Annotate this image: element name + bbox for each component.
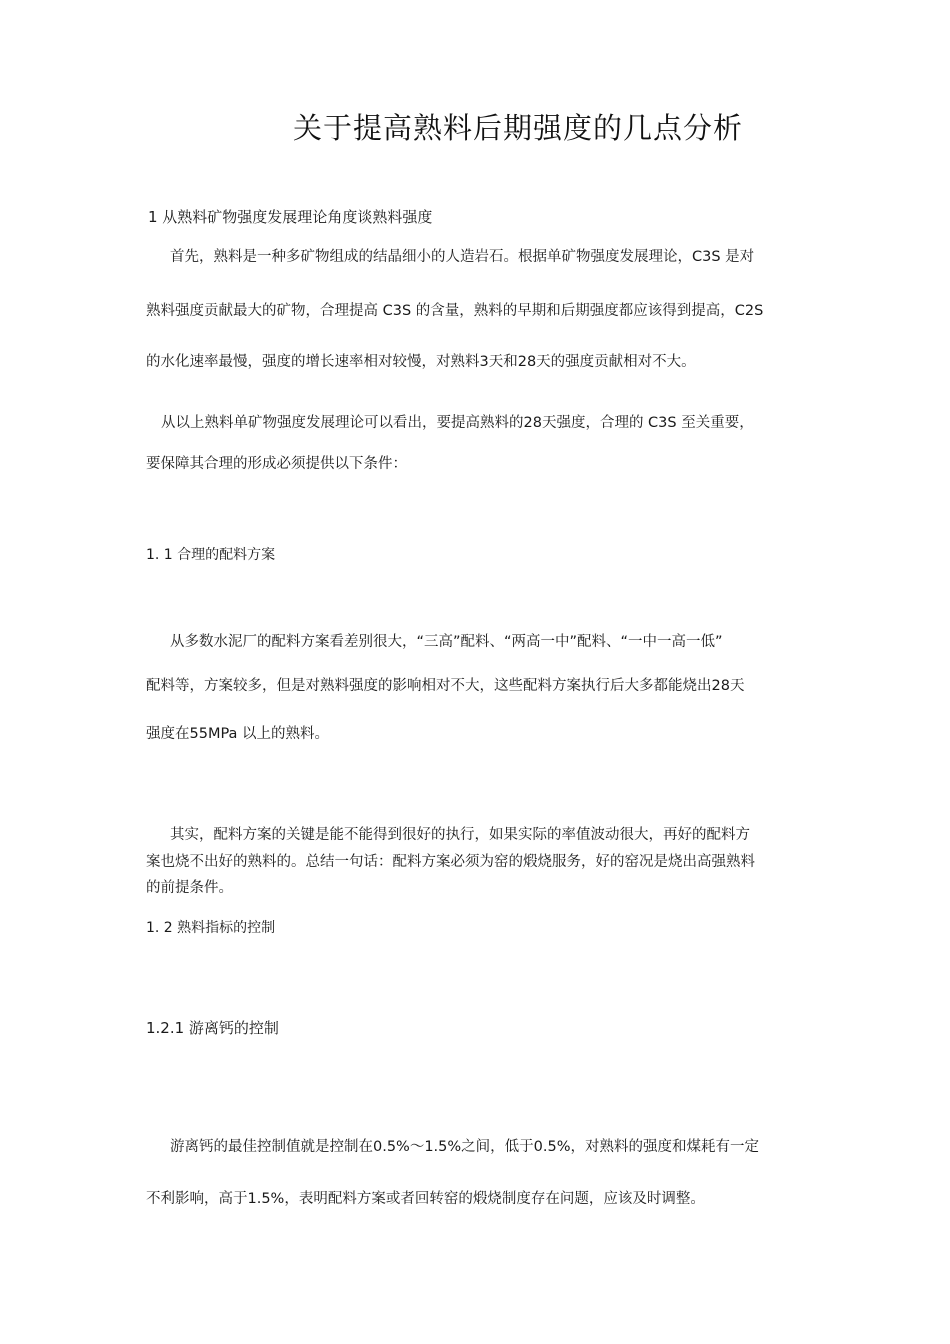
document-title: 关于提高熟料后期强度的几点分析: [292, 111, 743, 145]
section-1-1-para-2-line-3: 的前提条件。: [146, 880, 233, 896]
section-1-para-2-line-1: 从以上熟料单矿物强度发展理论可以看出，要提高熟料的28天强度，合理的 C3S 至关重要，: [161, 415, 754, 431]
section-1-1-para-2-line-1: 其实，配料方案的关键是能不能得到很好的执行，如果实际的率值波动很大，再好的配料方: [170, 827, 750, 843]
section-1-para-2-line-2: 要保障其合理的形成必须提供以下条件：: [146, 456, 407, 472]
section-1-para-1-line-3: 的水化速率最慢，强度的增长速率相对较慢，对熟料3天和28天的强度贡献相对不大。: [146, 354, 696, 370]
section-1-1-para-1-line-2: 配料等，方案较多，但是对熟料强度的影响相对不大，这些配料方案执行后大多都能烧出28天: [146, 678, 745, 694]
section-1-2-1-heading: 1.2.1 游离钙的控制: [146, 1019, 279, 1037]
section-1-1-para-1-line-3: 强度在55MPa 以上的熟料。: [146, 726, 330, 742]
section-1-1-para-1-line-1: 从多数水泥厂的配料方案看差别很大，“三高”配料、“两高一中”配料、“一中一高一低”: [170, 634, 723, 650]
section-1-2-heading: 1. 2 熟料指标的控制: [146, 920, 276, 936]
section-1-2-1-para-1-line-1: 游离钙的最佳控制值就是控制在0.5%～1.5%之间，低于0.5%，对熟料的强度和煤耗有一定: [170, 1139, 760, 1155]
section-1-para-1-line-1: 首先，熟料是一种多矿物组成的结晶细小的人造岩石。根据单矿物强度发展理论，C3S 是对: [170, 249, 755, 265]
section-1-1-para-2-line-2: 案也烧不出好的熟料的。总结一句话：配料方案必须为窑的煅烧服务，好的窑况是烧出高强熟料: [146, 854, 755, 870]
section-1-para-1-line-2: 熟料强度贡献最大的矿物，合理提高 C3S 的含量，熟料的早期和后期强度都应该得到提高，C2S: [146, 303, 764, 319]
section-1-2-1-para-1-line-2: 不利影响，高于1.5%，表明配料方案或者回转窑的煅烧制度存在问题，应该及时调整。: [146, 1191, 705, 1207]
section-1-1-heading: 1. 1 合理的配料方案: [146, 547, 276, 563]
section-1-heading: 1 从熟料矿物强度发展理论角度谈熟料强度: [148, 208, 433, 226]
